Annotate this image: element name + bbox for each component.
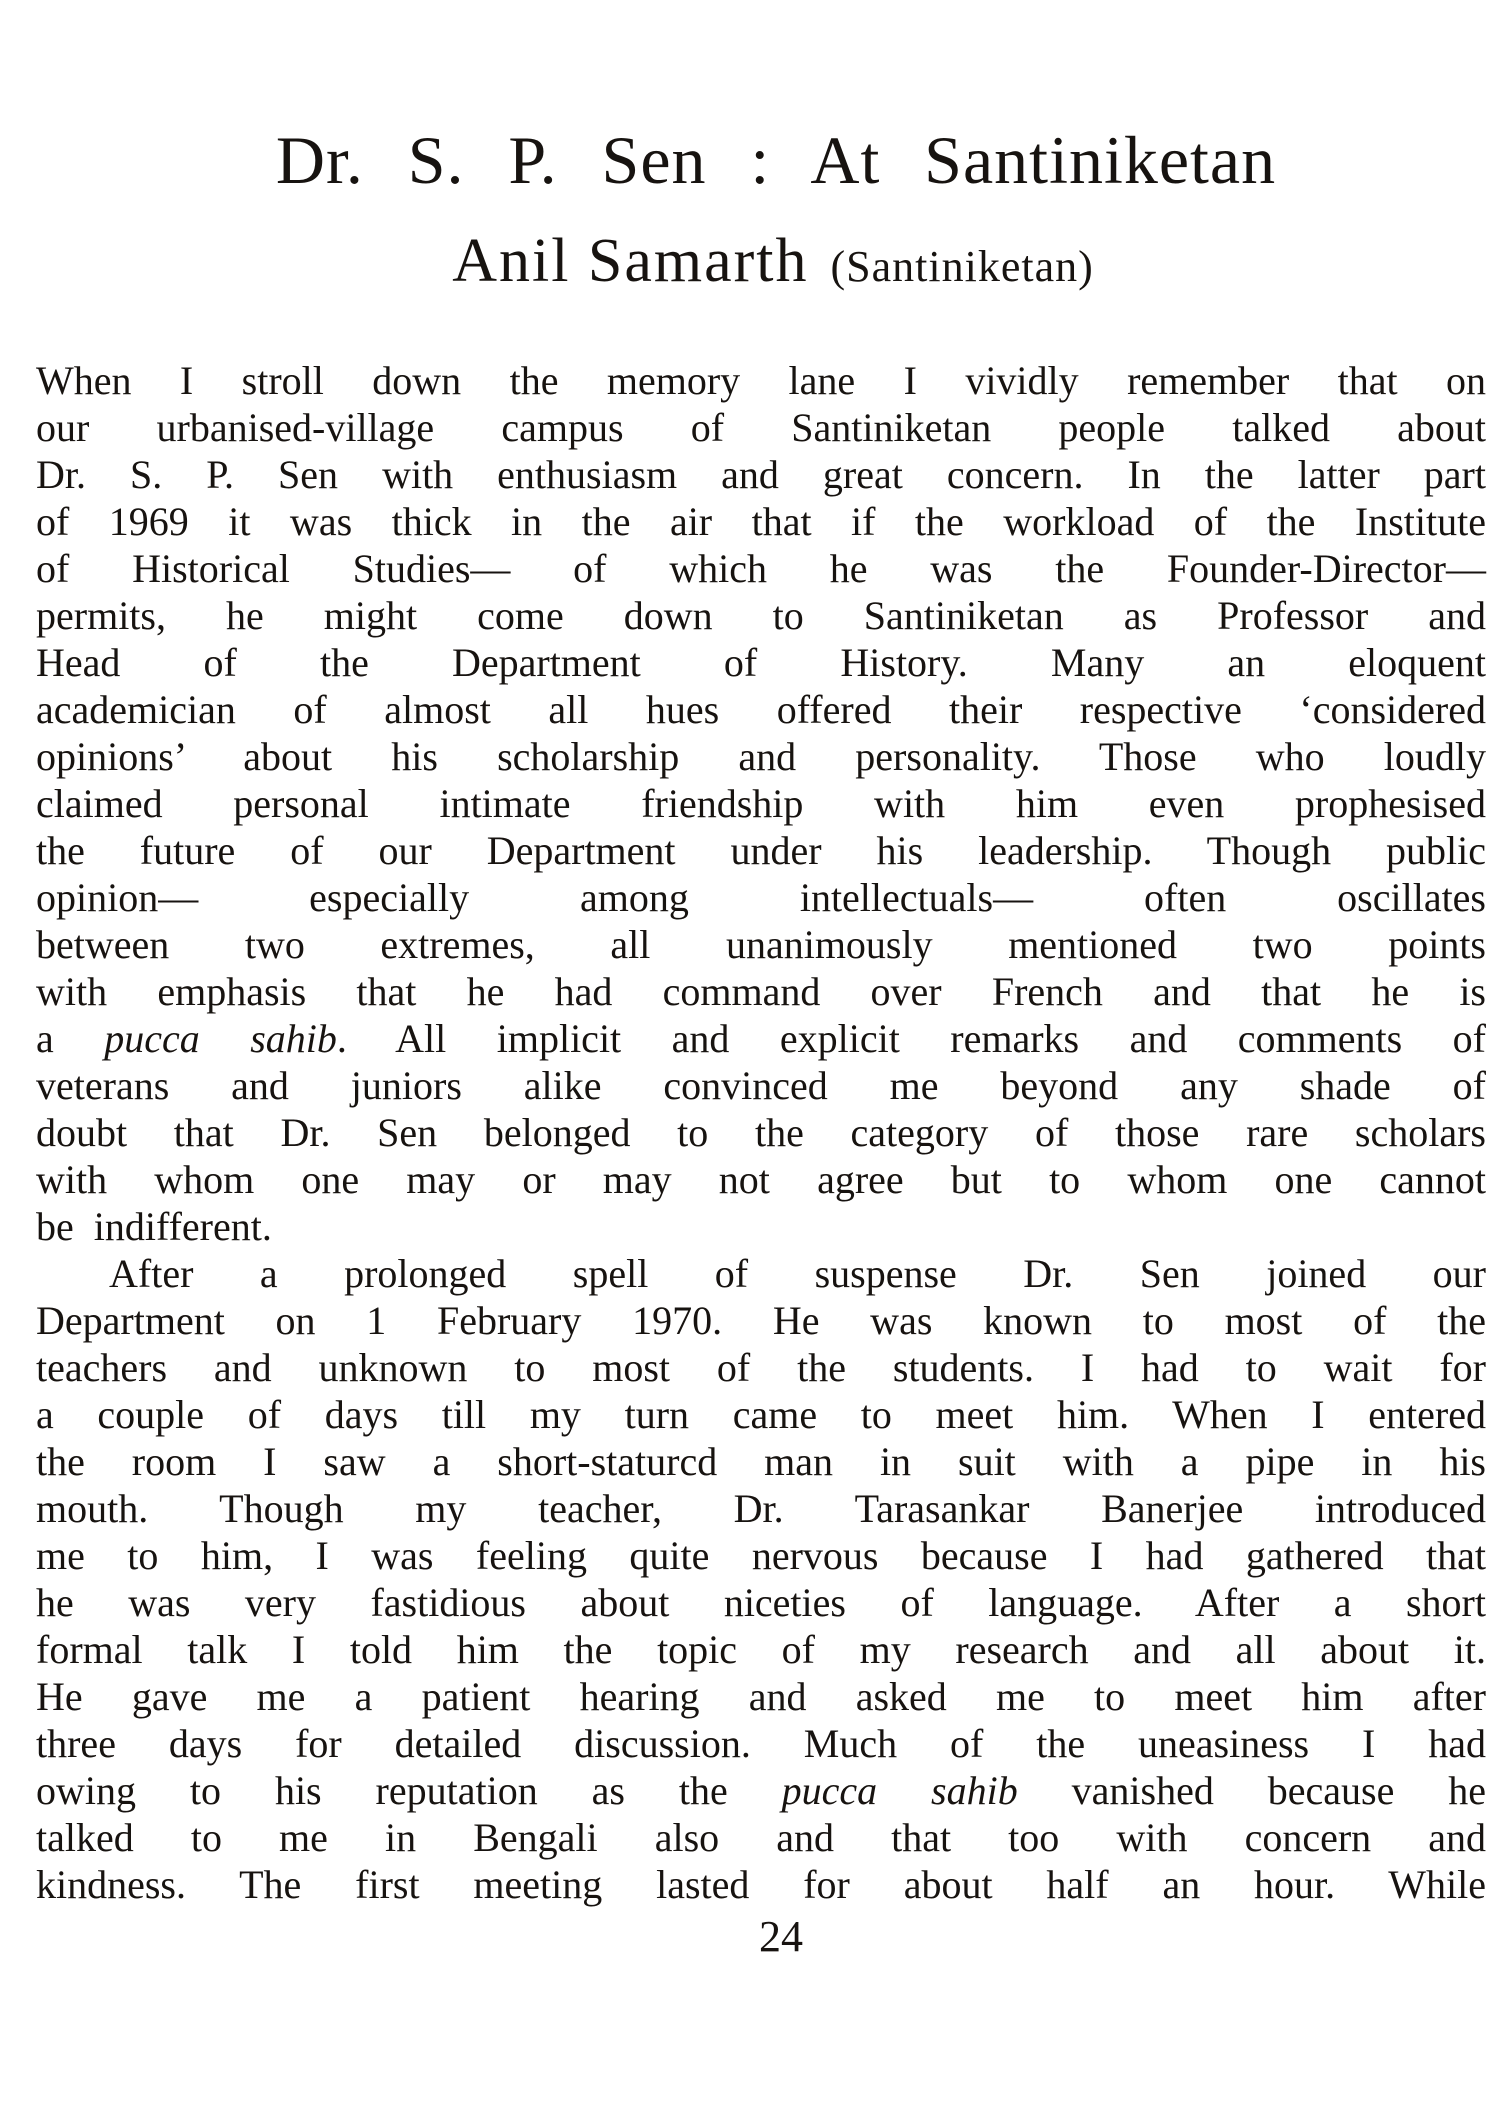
text-line: Head of the Department of History. Many an eloquent	[36, 640, 1486, 685]
author-affiliation: (Santiniketan)	[830, 242, 1094, 291]
text-line: me to him, I was feeling quite nervous because I had gathered that	[36, 1533, 1486, 1578]
text-line: he was very fastidious about niceties of language. After a short	[36, 1580, 1486, 1625]
text-line: opinion— especially among intellectuals— often oscillates	[36, 875, 1486, 920]
body-text	[36, 357, 1486, 1908]
text-line: the room I saw a short-staturcd man in suit with a pipe in his	[36, 1439, 1486, 1484]
text-line: of 1969 it was thick in the air that if the workload of the Institute	[36, 499, 1486, 544]
text-line: formal talk I told him the topic of my research and all about it.	[36, 1627, 1486, 1672]
document-page	[0, 122, 1500, 1961]
text-line: mouth. Though my teacher, Dr. Tarasankar Banerjee introduced	[36, 1486, 1486, 1531]
text-line: the future of our Department under his leadership. Though public	[36, 828, 1486, 873]
text-line: claimed personal intimate friendship with him even prophesised	[36, 781, 1486, 826]
text-line: He gave me a patient hearing and asked me to meet him after	[36, 1674, 1486, 1719]
text-line: Dr. S. P. Sen with enthusiasm and great concern. In the latter part	[36, 452, 1486, 497]
text-line: teachers and unknown to most of the students. I had to wait for	[36, 1345, 1486, 1390]
text-line: our urbanised-village campus of Santiniketan people talked about	[36, 405, 1486, 450]
text-line: When I stroll down the memory lane I vividly remember that on	[36, 358, 1486, 403]
text-line: be indifferent.	[36, 1204, 272, 1249]
text-line: opinions’ about his scholarship and personality. Those who loudly	[36, 734, 1486, 779]
text-line: between two extremes, all unanimously mentioned two points	[36, 922, 1486, 967]
page-number: 24	[759, 1912, 803, 1961]
text-line: three days for detailed discussion. Much of the uneasiness I had	[36, 1721, 1486, 1766]
text-line: kindness. The first meeting lasted for about half an hour. While	[36, 1862, 1486, 1907]
text-line: permits, he might come down to Santiniketan as Professor and	[36, 593, 1486, 638]
text-line: veterans and juniors alike convinced me beyond any shade of	[36, 1063, 1486, 1108]
text-line: talked to me in Bengali also and that too with concern and	[36, 1815, 1486, 1860]
text-line: Department on 1 February 1970. He was known to most of the	[36, 1298, 1486, 1343]
author-name: Anil Samarth	[452, 227, 809, 295]
text-line: of Historical Studies— of which he was the Founder-Director—	[36, 546, 1486, 591]
byline	[48, 227, 1498, 295]
text-line: doubt that Dr. Sen belonged to the category of those rare scholars	[36, 1110, 1486, 1155]
text-line: with whom one may or may not agree but to whom one cannot	[36, 1157, 1486, 1202]
text-line: with emphasis that he had command over French and that he is	[36, 969, 1486, 1014]
text-line: a pucca sahib. All implicit and explicit remarks and comments of	[36, 1016, 1486, 1061]
text-line: academician of almost all hues offered their respective ‘considered	[36, 687, 1486, 732]
text-line: owing to his reputation as the pucca sahib vanished because he	[36, 1768, 1486, 1813]
text-line: a couple of days till my turn came to meet him. When I entered	[36, 1392, 1486, 1437]
text-line: After a prolonged spell of suspense Dr. Sen joined our	[109, 1251, 1486, 1296]
article-title: Dr. S. P. Sen : At Santiniketan	[275, 122, 1277, 198]
